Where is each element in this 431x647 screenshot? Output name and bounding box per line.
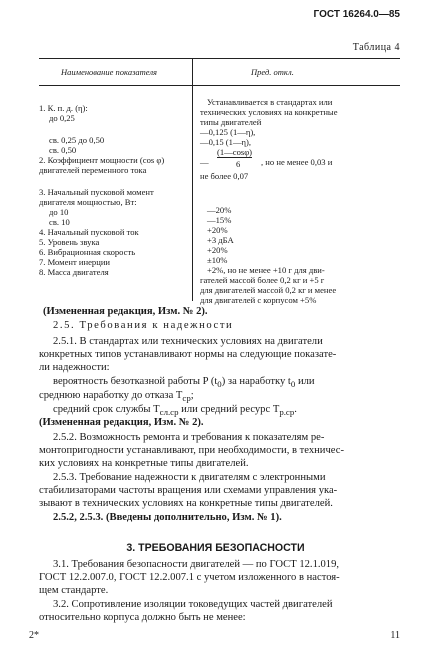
table-cell: для двигателей массой 0,2 кг и менее	[200, 285, 337, 295]
paragraph-line: средний срок службы $T_{сл.ср}$ или средний ресурс $T_{р.ср}$.	[53, 404, 297, 418]
paragraph-line: ких условиях на конкретные типы двигателей.	[39, 458, 249, 469]
table-cell: 5. Уровень звука	[39, 237, 100, 247]
table-cell: типы двигателей	[200, 117, 262, 127]
paragraph-line: 2.5.1. В стандартах или технических условиях на двигатели	[53, 336, 323, 347]
amendment-note: (Измененная редакция, Изм. № 2).	[43, 306, 208, 317]
table-cell: св. 0,25 до 0,50	[49, 135, 105, 145]
paragraph-line: относительно корпуса должно быть не менее:	[39, 612, 246, 623]
table-cell: 1. К. п. д. (η):	[39, 103, 88, 113]
table-cell: 8. Масса двигателя	[39, 267, 109, 277]
table-cell: —0,125 (1—η),	[200, 127, 256, 137]
fraction-minus: —	[200, 157, 209, 167]
signature-mark: 2*	[29, 630, 39, 641]
paragraph-line: 3.1. Требования безопасности двигателей — по ГОСТ 12.1.019,	[53, 559, 340, 570]
table-cell: гателей массой более 0,2 кг и +5 г	[200, 275, 325, 285]
table-caption: Таблица 4	[352, 42, 400, 53]
table-cell: —15%	[207, 215, 232, 225]
paragraph-line: конкретных типов устанавливают нормы на следующие показате-	[39, 349, 337, 360]
table-4	[39, 58, 400, 305]
table-cell: +20%	[207, 245, 228, 255]
paragraph-line: щем стандарте.	[39, 585, 109, 596]
paragraph-line: монтопригодности устанавливают, при необходимости, в техничес-	[39, 445, 344, 456]
table-cell: ±10%	[207, 255, 228, 265]
amendment-note: (Измененная редакция, Изм. № 2).	[39, 417, 204, 428]
page-number: 11	[390, 630, 400, 641]
table-cell: не более 0,07	[200, 171, 249, 181]
table-cell: 3. Начальный пусковой момент	[39, 187, 154, 197]
standard-id: ГОСТ 16264.0—85	[313, 9, 400, 20]
table-cell: +20%	[207, 225, 228, 235]
table-cell: +3 дБА	[207, 235, 234, 245]
table-cell: св. 0,50	[49, 145, 77, 155]
table-cell: до 0,25	[49, 113, 75, 123]
paragraph-line: 3.2. Сопротивление изоляции токоведущих частей двигателей	[53, 599, 333, 610]
paragraph-line: ГОСТ 12.2.007.0, ГОСТ 12.2.007.1 с учетом изложенного в настоя-	[39, 572, 340, 583]
column-divider	[192, 59, 193, 301]
table-cell: 2. Коэффициент мощности (cos φ)	[39, 155, 165, 165]
fraction-denominator: 6	[236, 159, 241, 169]
col-header-deviation: Пред. откл.	[251, 67, 294, 77]
table-cell: для двигателей с корпусом +5%	[200, 295, 317, 305]
col-header-indicator: Наименование показателя	[61, 67, 157, 77]
table-cell: до 10	[49, 207, 69, 217]
paragraph-line: 2.5.3. Требование надежности к двигателям с электронными	[53, 472, 326, 483]
paragraph-line: зывают в технических условиях на конкретные типы двигателей.	[39, 498, 333, 509]
table-cell: 6. Вибрационная скорость	[39, 247, 136, 257]
table-cell: —20%	[207, 205, 232, 215]
table-cell: св. 10	[49, 217, 70, 227]
paragraph-line: среднюю наработку до отказа $T_{ср}$;	[39, 390, 194, 404]
table-cell: +2%, но не менее +10 г для дви-	[207, 265, 325, 275]
paragraph-line: стабилизаторами частоты вращения или схемами управления ука-	[39, 485, 338, 496]
table-cell: 7. Момент инерции	[39, 257, 111, 267]
paragraph-line: 2.5.2. Возможность ремонта и требования к показателям ре-	[53, 432, 325, 443]
table-cell: —0,15 (1—η),	[200, 137, 252, 147]
fraction-numerator: (1—cosφ)	[217, 147, 253, 157]
table-cell: двигателей переменного тока	[39, 165, 147, 175]
paragraph-line: вероятность безотказной работы P $(t_0)$ за наработку $t_0$ или	[53, 376, 315, 390]
table-cell: технических условиях на конкретные	[200, 107, 338, 117]
table-cell: 4. Начальный пусковой ток	[39, 227, 139, 237]
section-title: 3. ТРЕБОВАНИЯ БЕЗОПАСНОСТИ	[126, 542, 305, 554]
paragraph-line: ли надежности:	[39, 362, 110, 373]
amendment-note: 2.5.2, 2.5.3. (Введены дополнительно, Изм. № 1).	[53, 512, 282, 523]
section-heading: 2.5. Требования к надежности	[53, 320, 234, 331]
table-header-row	[39, 59, 400, 86]
table-cell: , но не менее 0,03 и	[261, 157, 333, 167]
table-cell: двигателя мощностью, Вт:	[39, 197, 137, 207]
table-cell: Устанавливается в стандартах или	[207, 97, 333, 107]
